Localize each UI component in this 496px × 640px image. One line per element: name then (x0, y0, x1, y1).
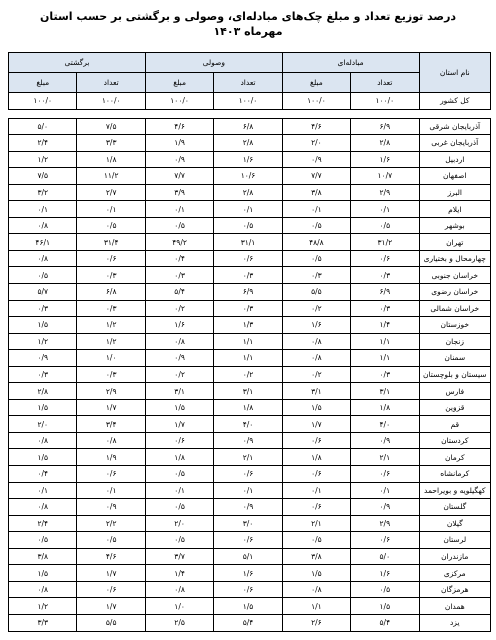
returned-count-cell: ۰/۳ (77, 366, 145, 383)
exchanged-count-cell: ۱/۴ (351, 317, 419, 334)
table-row (9, 184, 491, 201)
returned-amount-cell: ۰/۸ (9, 217, 77, 234)
returned-amount-cell: ۲/۸ (9, 383, 77, 400)
province-name-cell: هرمزگان (419, 581, 490, 598)
province-name-cell: البرز (419, 184, 490, 201)
returned-amount-cell: ۱/۵ (9, 449, 77, 466)
spacer-cell (145, 109, 213, 118)
exchanged-count-cell: ۱/۱ (351, 333, 419, 350)
exchanged-amount-cell: ۱/۵ (282, 565, 350, 582)
cleared-count-cell: ۶/۹ (214, 284, 282, 301)
table-row (9, 466, 491, 483)
cleared-amount-cell: ۰/۴ (145, 250, 213, 267)
table-row (9, 499, 491, 516)
table-row (9, 350, 491, 367)
exchanged-amount-cell: ۰/۳ (282, 267, 350, 284)
exchanged-amount-cell: ۲/۶ (282, 614, 350, 631)
province-name-cell: مازندران (419, 548, 490, 565)
table-row (9, 598, 491, 615)
table-row (9, 532, 491, 549)
cleared-amount-cell: ۲/۰ (145, 515, 213, 532)
cleared-amount-cell: ۰/۶ (145, 432, 213, 449)
province-name-cell: کل کشور (419, 93, 490, 110)
returned-count-cell: ۶/۸ (77, 284, 145, 301)
exchanged-count-cell: ۲/۸ (351, 135, 419, 152)
exchanged-amount-cell: ۰/۸ (282, 581, 350, 598)
cleared-count-cell: ۲/۸ (214, 184, 282, 201)
returned-count-cell: ۱/۷ (77, 399, 145, 416)
province-name-cell: مرکزی (419, 565, 490, 582)
returned-amount-cell: ۲/۴ (9, 135, 77, 152)
exchanged-amount-cell: ۰/۵ (282, 217, 350, 234)
exchanged-count-cell: ۱/۸ (351, 399, 419, 416)
province-name-cell: آذربایجان شرقی (419, 118, 490, 135)
returned-count-cell: ۳/۳ (77, 135, 145, 152)
cleared-count-cell: ۱/۶ (214, 151, 282, 168)
returned-amount-cell: ۲/۴ (9, 515, 77, 532)
returned-count-cell: ۴/۶ (77, 548, 145, 565)
province-name-cell: ایلام (419, 201, 490, 218)
returned-count-cell: ۱۱/۲ (77, 168, 145, 185)
returned-count-cell: ۰/۶ (77, 581, 145, 598)
exchanged-count-cell: ۰/۱ (351, 482, 419, 499)
returned-amount-cell: ۰/۸ (9, 581, 77, 598)
cleared-amount-cell: ۰/۵ (145, 466, 213, 483)
table-row (9, 284, 491, 301)
returned-amount-cell: ۱/۵ (9, 399, 77, 416)
table-row (9, 201, 491, 218)
cleared-count-cell: ۱/۱ (214, 333, 282, 350)
exchanged-count-cell: ۰/۹ (351, 432, 419, 449)
cleared-count-cell: ۰/۹ (214, 499, 282, 516)
province-name-cell: آذربایجان غربی (419, 135, 490, 152)
exchanged-amount-cell: ۱/۸ (282, 449, 350, 466)
spacer-cell (351, 109, 419, 118)
exchanged-amount-cell: ۳/۸ (282, 184, 350, 201)
province-name-cell: گلستان (419, 499, 490, 516)
returned-count-cell: ۳۱/۴ (77, 234, 145, 251)
returned-count-cell: ۲/۹ (77, 383, 145, 400)
exchanged-amount-cell: ۰/۸ (282, 333, 350, 350)
table-row (9, 135, 491, 152)
table-row (9, 548, 491, 565)
province-name-cell: یزد (419, 614, 490, 631)
cleared-count-cell: ۳۱/۱ (214, 234, 282, 251)
returned-count-cell: ۰/۸ (77, 432, 145, 449)
spacer-cell (77, 109, 145, 118)
exchanged-amount-cell: ۲/۰ (282, 135, 350, 152)
header-returned-count: تعداد (77, 73, 145, 93)
cleared-amount-cell: ۰/۸ (145, 581, 213, 598)
cleared-amount-cell: ۱/۶ (145, 317, 213, 334)
exchanged-amount-cell: ۰/۹ (282, 151, 350, 168)
cleared-count-cell: ۶/۸ (214, 118, 282, 135)
cleared-count-cell: ۰/۲ (214, 366, 282, 383)
table-row (9, 168, 491, 185)
returned-amount-cell: ۰/۸ (9, 499, 77, 516)
exchanged-amount-cell: ۰/۶ (282, 432, 350, 449)
returned-amount-cell: ۱/۲ (9, 151, 77, 168)
exchanged-amount-cell: ۰/۲ (282, 366, 350, 383)
cleared-amount-cell: ۰/۱ (145, 201, 213, 218)
exchanged-count-cell: ۰/۳ (351, 267, 419, 284)
spacer-cell (214, 109, 282, 118)
table-row (9, 317, 491, 334)
exchanged-amount-cell: ۰/۱ (282, 482, 350, 499)
cleared-count-cell: ۰/۱ (214, 201, 282, 218)
province-name-cell: فارس (419, 383, 490, 400)
table-row (9, 151, 491, 168)
returned-amount-cell: ۲/۰ (9, 416, 77, 433)
header-cleared-amount: مبلغ (145, 73, 213, 93)
exchanged-amount-cell: ۴۸/۸ (282, 234, 350, 251)
header-cleared-count: تعداد (214, 73, 282, 93)
exchanged-count-cell: ۴/۰ (351, 416, 419, 433)
returned-amount-cell: ۱/۲ (9, 333, 77, 350)
cleared-amount-cell: ۰/۵ (145, 499, 213, 516)
header-exchanged: مبادله‌ای (282, 53, 419, 73)
cleared-amount-cell: ۵/۴ (145, 284, 213, 301)
returned-amount-cell: ۰/۱ (9, 201, 77, 218)
exchanged-amount-cell: ۵/۵ (282, 284, 350, 301)
province-name-cell: چهارمحال و بختیاری (419, 250, 490, 267)
cleared-amount-cell: ۰/۵ (145, 217, 213, 234)
cleared-count-cell: ۱۰/۶ (214, 168, 282, 185)
cleared-amount-cell: ۳/۹ (145, 184, 213, 201)
table-spacer-row (9, 109, 491, 118)
cleared-amount-cell: ۰/۳ (145, 267, 213, 284)
cleared-count-cell: ۰/۶ (214, 581, 282, 598)
cleared-amount-cell: ۴/۶ (145, 118, 213, 135)
cleared-amount-cell: ۱/۹ (145, 135, 213, 152)
province-name-cell: خراسان رضوی (419, 284, 490, 301)
cleared-count-cell: ۱۰۰/۰ (214, 93, 282, 110)
returned-amount-cell: ۱/۲ (9, 598, 77, 615)
returned-amount-cell: ۳/۸ (9, 548, 77, 565)
returned-count-cell: ۰/۱ (77, 482, 145, 499)
cleared-count-cell: ۱/۸ (214, 399, 282, 416)
exchanged-count-cell: ۲/۹ (351, 184, 419, 201)
province-name-cell: خراسان جنوبی (419, 267, 490, 284)
cleared-amount-cell: ۳/۷ (145, 548, 213, 565)
cleared-count-cell: ۲/۱ (214, 449, 282, 466)
returned-count-cell: ۱/۷ (77, 598, 145, 615)
table-body (9, 93, 491, 632)
returned-amount-cell: ۰/۸ (9, 432, 77, 449)
cleared-count-cell: ۲/۸ (214, 135, 282, 152)
returned-count-cell: ۱/۹ (77, 449, 145, 466)
returned-amount-cell: ۰/۱ (9, 482, 77, 499)
exchanged-count-cell: ۱۰/۷ (351, 168, 419, 185)
cleared-amount-cell: ۰/۸ (145, 333, 213, 350)
exchanged-amount-cell: ۰/۱ (282, 201, 350, 218)
cleared-count-cell: ۱/۱ (214, 350, 282, 367)
returned-amount-cell: ۰/۸ (9, 250, 77, 267)
province-name-cell: کرمان (419, 449, 490, 466)
returned-count-cell: ۱/۸ (77, 151, 145, 168)
exchanged-count-cell: ۰/۵ (351, 217, 419, 234)
returned-amount-cell: ۵/۷ (9, 284, 77, 301)
returned-amount-cell: ۱۰۰/۰ (9, 93, 77, 110)
returned-amount-cell: ۷/۵ (9, 168, 77, 185)
exchanged-count-cell: ۰/۵ (351, 581, 419, 598)
cleared-amount-cell: ۰/۲ (145, 300, 213, 317)
returned-count-cell: ۵/۵ (77, 614, 145, 631)
cleared-count-cell: ۰/۵ (214, 217, 282, 234)
exchanged-count-cell: ۰/۶ (351, 532, 419, 549)
table-row (9, 383, 491, 400)
cleared-amount-cell: ۰/۵ (145, 532, 213, 549)
returned-amount-cell: ۱/۵ (9, 317, 77, 334)
exchanged-count-cell: ۱/۵ (351, 598, 419, 615)
returned-amount-cell: ۵/۰ (9, 118, 77, 135)
header-exchanged-count: تعداد (351, 73, 419, 93)
exchanged-count-cell: ۲/۹ (351, 515, 419, 532)
cleared-amount-cell: ۷/۷ (145, 168, 213, 185)
province-name-cell: سمنان (419, 350, 490, 367)
table-row (9, 449, 491, 466)
exchanged-amount-cell: ۰/۸ (282, 350, 350, 367)
province-name-cell: خراسان شمالی (419, 300, 490, 317)
cleared-amount-cell: ۰/۹ (145, 350, 213, 367)
exchanged-amount-cell: ۷/۷ (282, 168, 350, 185)
exchanged-count-cell: ۳۱/۲ (351, 234, 419, 251)
header-returned: برگشتی (9, 53, 146, 73)
exchanged-count-cell: ۳/۱ (351, 383, 419, 400)
cleared-amount-cell: ۱/۸ (145, 449, 213, 466)
province-name-cell: اردبیل (419, 151, 490, 168)
table-subtitle-date: مهرماه ۱۴۰۳ (213, 25, 283, 38)
exchanged-count-cell: ۰/۱ (351, 201, 419, 218)
exchanged-count-cell: ۰/۳ (351, 366, 419, 383)
returned-amount-cell: ۳/۳ (9, 614, 77, 631)
returned-amount-cell: ۰/۹ (9, 350, 77, 367)
header-cleared: وصولی (145, 53, 282, 73)
cleared-amount-cell: ۳/۱ (145, 383, 213, 400)
returned-count-cell: ۱/۰ (77, 350, 145, 367)
returned-count-cell: ۱۰۰/۰ (77, 93, 145, 110)
returned-count-cell: ۳/۴ (77, 416, 145, 433)
spacer-cell (9, 109, 77, 118)
cleared-count-cell: ۵/۴ (214, 614, 282, 631)
table-row (9, 250, 491, 267)
returned-count-cell: ۷/۵ (77, 118, 145, 135)
returned-amount-cell: ۰/۳ (9, 300, 77, 317)
returned-count-cell: ۱/۲ (77, 317, 145, 334)
distribution-table (8, 52, 491, 632)
returned-count-cell: ۱/۲ (77, 333, 145, 350)
table-row (9, 267, 491, 284)
exchanged-amount-cell: ۱۰۰/۰ (282, 93, 350, 110)
returned-count-cell: ۰/۹ (77, 499, 145, 516)
cleared-count-cell: ۴/۰ (214, 416, 282, 433)
cleared-count-cell: ۰/۶ (214, 466, 282, 483)
province-name-cell: خوزستان (419, 317, 490, 334)
province-name-cell: گیلان (419, 515, 490, 532)
cleared-count-cell: ۰/۱ (214, 482, 282, 499)
returned-count-cell: ۰/۳ (77, 300, 145, 317)
exchanged-amount-cell: ۰/۵ (282, 250, 350, 267)
province-name-cell: سیستان و بلوچستان (419, 366, 490, 383)
cleared-count-cell: ۱/۶ (214, 565, 282, 582)
province-name-cell: کرمانشاه (419, 466, 490, 483)
returned-amount-cell: ۰/۵ (9, 267, 77, 284)
cleared-count-cell: ۱/۳ (214, 317, 282, 334)
cleared-amount-cell: ۱۰۰/۰ (145, 93, 213, 110)
returned-amount-cell: ۰/۴ (9, 466, 77, 483)
cleared-count-cell: ۰/۳ (214, 300, 282, 317)
cleared-amount-cell: ۰/۱ (145, 482, 213, 499)
table-row (9, 399, 491, 416)
cleared-count-cell: ۱/۵ (214, 598, 282, 615)
exchanged-count-cell: ۵/۴ (351, 614, 419, 631)
exchanged-count-cell: ۱۰۰/۰ (351, 93, 419, 110)
returned-count-cell: ۲/۲ (77, 515, 145, 532)
cleared-count-cell: ۰/۳ (214, 267, 282, 284)
table-row (9, 217, 491, 234)
exchanged-amount-cell: ۰/۶ (282, 499, 350, 516)
returned-count-cell: ۲/۷ (77, 184, 145, 201)
cleared-amount-cell: ۰/۹ (145, 151, 213, 168)
table-row (9, 366, 491, 383)
exchanged-amount-cell: ۱/۱ (282, 598, 350, 615)
table-row (9, 565, 491, 582)
province-name-cell: قم (419, 416, 490, 433)
table-row (9, 614, 491, 631)
table-row (9, 333, 491, 350)
exchanged-count-cell: ۰/۹ (351, 499, 419, 516)
province-name-cell: قزوین (419, 399, 490, 416)
spacer-cell (282, 109, 350, 118)
province-name-cell: بوشهر (419, 217, 490, 234)
cleared-count-cell: ۰/۶ (214, 250, 282, 267)
exchanged-amount-cell: ۰/۶ (282, 466, 350, 483)
returned-count-cell: ۰/۵ (77, 532, 145, 549)
exchanged-count-cell: ۱/۶ (351, 565, 419, 582)
header-returned-amount: مبلغ (9, 73, 77, 93)
table-row (9, 515, 491, 532)
exchanged-amount-cell: ۱/۶ (282, 317, 350, 334)
cleared-amount-cell: ۴۹/۲ (145, 234, 213, 251)
cleared-count-cell: ۰/۹ (214, 432, 282, 449)
returned-amount-cell: ۰/۳ (9, 366, 77, 383)
exchanged-amount-cell: ۱/۷ (282, 416, 350, 433)
returned-amount-cell: ۱/۵ (9, 565, 77, 582)
table-row (9, 93, 491, 110)
table-row (9, 482, 491, 499)
table-row (9, 581, 491, 598)
table-row (9, 118, 491, 135)
table-row (9, 416, 491, 433)
header-exchanged-amount: مبلغ (282, 73, 350, 93)
cleared-count-cell: ۰/۶ (214, 532, 282, 549)
returned-amount-cell: ۴۶/۱ (9, 234, 77, 251)
cleared-amount-cell: ۱/۴ (145, 565, 213, 582)
exchanged-count-cell: ۶/۹ (351, 118, 419, 135)
cleared-amount-cell: ۱/۰ (145, 598, 213, 615)
cleared-amount-cell: ۲/۵ (145, 614, 213, 631)
exchanged-amount-cell: ۳/۸ (282, 548, 350, 565)
returned-amount-cell: ۰/۵ (9, 532, 77, 549)
cleared-amount-cell: ۱/۵ (145, 399, 213, 416)
province-name-cell: کردستان (419, 432, 490, 449)
returned-count-cell: ۱/۷ (77, 565, 145, 582)
exchanged-count-cell: ۰/۳ (351, 300, 419, 317)
exchanged-amount-cell: ۱/۵ (282, 399, 350, 416)
cleared-amount-cell: ۱/۷ (145, 416, 213, 433)
exchanged-count-cell: ۶/۹ (351, 284, 419, 301)
returned-amount-cell: ۳/۲ (9, 184, 77, 201)
title-block (0, 0, 496, 52)
province-name-cell: تهران (419, 234, 490, 251)
exchanged-amount-cell: ۳/۱ (282, 383, 350, 400)
province-name-cell: لرستان (419, 532, 490, 549)
cleared-count-cell: ۵/۱ (214, 548, 282, 565)
exchanged-count-cell: ۵/۰ (351, 548, 419, 565)
exchanged-count-cell: ۲/۱ (351, 449, 419, 466)
cleared-count-cell: ۳/۱ (214, 383, 282, 400)
returned-count-cell: ۰/۶ (77, 250, 145, 267)
returned-count-cell: ۰/۱ (77, 201, 145, 218)
table-row (9, 300, 491, 317)
table-title: درصد توزیع تعداد و مبلغ چک‌های مبادله‌ای، وصولی و برگشتی بر حسب استان (39, 10, 457, 23)
exchanged-count-cell: ۰/۶ (351, 466, 419, 483)
exchanged-count-cell: ۱/۱ (351, 350, 419, 367)
returned-count-cell: ۰/۶ (77, 466, 145, 483)
province-name-cell: همدان (419, 598, 490, 615)
exchanged-count-cell: ۰/۶ (351, 250, 419, 267)
cleared-amount-cell: ۰/۲ (145, 366, 213, 383)
table-row (9, 432, 491, 449)
exchanged-amount-cell: ۰/۵ (282, 532, 350, 549)
exchanged-amount-cell: ۲/۱ (282, 515, 350, 532)
exchanged-amount-cell: ۴/۶ (282, 118, 350, 135)
province-name-cell: اصفهان (419, 168, 490, 185)
exchanged-count-cell: ۱/۶ (351, 151, 419, 168)
header-province-name: نام استان (419, 53, 490, 93)
spacer-cell (419, 109, 490, 118)
cleared-count-cell: ۳/۰ (214, 515, 282, 532)
province-name-cell: کهگیلویه و بویراحمد (419, 482, 490, 499)
province-name-cell: زنجان (419, 333, 490, 350)
returned-count-cell: ۰/۳ (77, 267, 145, 284)
returned-count-cell: ۰/۵ (77, 217, 145, 234)
table-row (9, 234, 491, 251)
exchanged-amount-cell: ۰/۲ (282, 300, 350, 317)
